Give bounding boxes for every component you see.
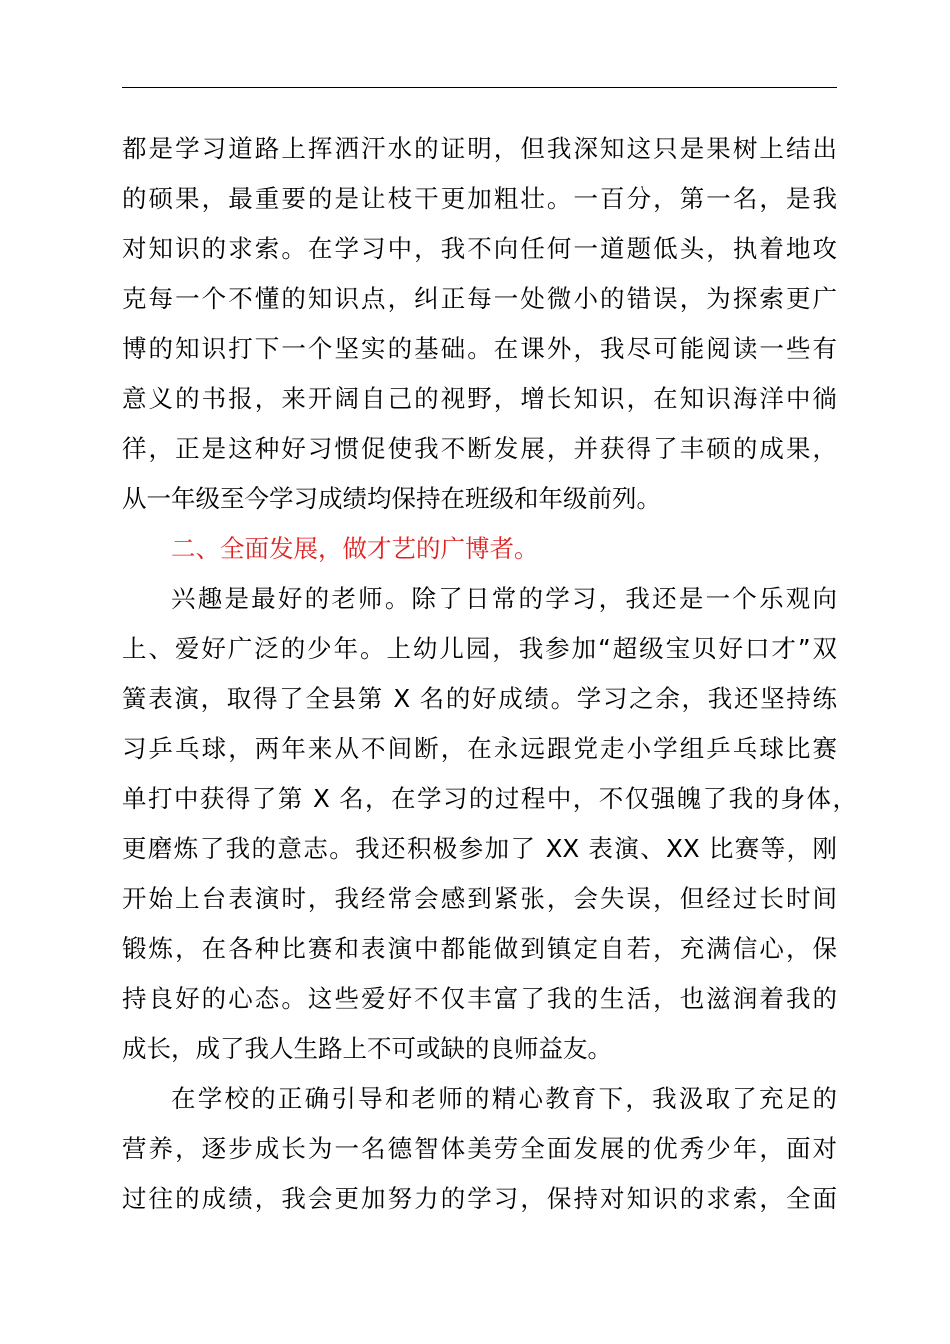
paragraph-line: 徉，正是这种好习惯促使我不断发展，并获得了丰硕的成果， — [122, 434, 837, 463]
paragraph-line: 从一年级至今学习成绩均保持在班级和年级前列。 — [122, 484, 661, 513]
paragraph-line: 习乒乓球，两年来从不间断，在永远跟党走小学组乒乓球比赛 — [122, 734, 837, 763]
paragraph-line: 在学校的正确引导和老师的精心教育下，我汲取了充足的 — [171, 1084, 837, 1113]
paragraph-line: 簧表演，取得了全县第 X 名的好成绩。学习之余，我还坚持练 — [122, 684, 837, 713]
header-rule — [122, 87, 837, 88]
section-heading: 二、全面发展，做才艺的广博者。 — [171, 534, 539, 563]
paragraph-line: 开始上台表演时，我经常会感到紧张，会失误，但经过长时间 — [122, 884, 837, 913]
paragraph-line: 成长，成了我人生路上不可或缺的良师益友。 — [122, 1034, 612, 1063]
paragraph-line: 的硕果，最重要的是让枝干更加粗壮。一百分，第一名，是我 — [122, 184, 837, 213]
paragraph-line: 克每一个不懂的知识点，纠正每一处微小的错误，为探索更广 — [122, 284, 837, 313]
paragraph-line: 锻炼，在各种比赛和表演中都能做到镇定自若，充满信心，保 — [122, 934, 837, 963]
paragraph-line: 更磨炼了我的意志。我还积极参加了 XX 表演、XX 比赛等，刚 — [122, 834, 837, 863]
paragraph-line: 对知识的求索。在学习中，我不向任何一道题低头，执着地攻 — [122, 234, 837, 263]
paragraph-line: 持良好的心态。这些爱好不仅丰富了我的生活，也滋润着我的 — [122, 984, 837, 1013]
paragraph-line: 上、爱好广泛的少年。上幼儿园，我参加“超级宝贝好口才”双 — [122, 634, 837, 663]
paragraph-line: 兴趣是最好的老师。除了日常的学习，我还是一个乐观向 — [171, 584, 837, 613]
paragraph-line: 都是学习道路上挥洒汗水的证明，但我深知这只是果树上结出 — [122, 134, 837, 163]
paragraph-line: 意义的书报，来开阔自己的视野，增长知识，在知识海洋中徜 — [122, 384, 837, 413]
paragraph-line: 博的知识打下一个坚实的基础。在课外，我尽可能阅读一些有 — [122, 334, 837, 363]
paragraph-line: 过往的成绩，我会更加努力的学习，保持对知识的求索，全面 — [122, 1184, 837, 1213]
paragraph-line: 单打中获得了第 X 名，在学习的过程中，不仅强魄了我的身体， — [122, 784, 857, 813]
paragraph-line: 营养，逐步成长为一名德智体美劳全面发展的优秀少年，面对 — [122, 1134, 837, 1163]
